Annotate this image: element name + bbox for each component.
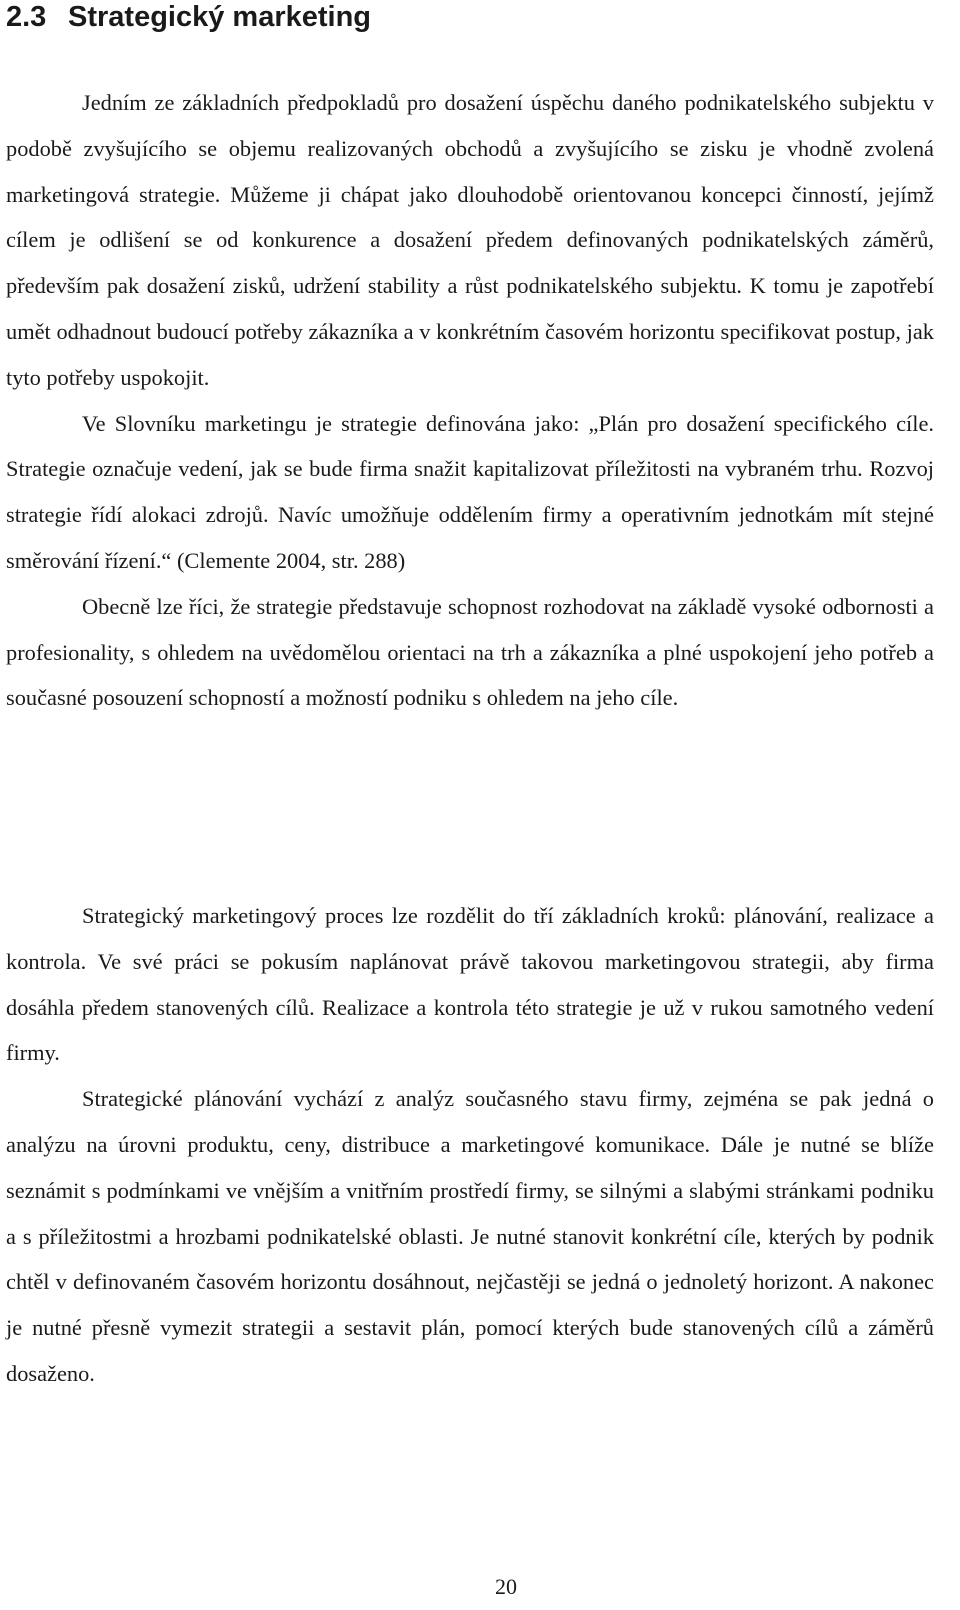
paragraph-2: Ve Slovníku marketingu je strategie definována jako: „Plán pro dosažení specifického cíle. Strategie označuje vedení, jak se bude firma snažit kapitalizovat příležitosti na vybraném trhu. Rozvoj strategie řídí alokaci zdrojů. Navíc umožňuje oddělením firmy a operativním jednotkám mít stejné směrování řízení.“ (Clemente 2004, str. 288) xyxy=(6,410,934,573)
paragraph-5: Strategické plánování vychází z analýz současného stavu firmy, zejména se pak jedná o analýzu na úrovni produktu, ceny, distribuce a marketingové komunikace. Dále je nutné se blíže seznámit s podmínkami ve vnějším a vnitřním prostředí firmy, se silnými a slabými stránkami podniku a s příležitostmi a hrozbami podnikatelské oblasti. Je nutné stanovit konkrétní cíle, kterých by podnik chtěl v definovaném časovém horizontu dosáhnout, nejčastěji se jedná o jednoletý horizont. A nakonec je nutné přesně vymezit strategii a sestavit plán, pomocí kterých bude stanovených cílů a záměrů dosaženo. xyxy=(6,1086,934,1386)
section-heading xyxy=(6,0,371,34)
paragraph-4: Strategický marketingový proces lze rozdělit do tří základních kroků: plánování, realizace a kontrola. Ve své práci se pokusím naplánovat právě takovou marketingovou strategii, aby firma dosáhla předem stanovených cílů. Realizace a kontrola této strategie je už v rukou samotného vedení firmy. xyxy=(6,903,934,1066)
paragraph-3: Obecně lze říci, že strategie představuje schopnost rozhodovat na základě vysoké odbornosti a profesionality, s ohledem na uvědomělou orientaci na trh a zákazníka a plné uspokojení jeho potřeb a současné posouzení schopností a možností podniku s ohledem na jeho cíle. xyxy=(6,593,934,711)
paragraph-1: Jedním ze základních předpokladů pro dosažení úspěchu daného podnikatelského subjektu v podobě zvyšujícího se objemu realizovaných obchodů a zvyšujícího se zisku je vhodně zvolená marketingová strategie. Můžeme ji chápat jako dlouhodobě orientovanou koncepci činností, jejímž cílem je odlišení se od konkurence a dosažení předem definovaných podnikatelských záměrů, především pak dosažení zisků, udržení stability a růst podnikatelského subjektu. K tomu je zapotřebí umět odhadnout budoucí potřeby zákazníka a v konkrétním časovém horizontu specifikovat postup, jak tyto potřeby uspokojit. xyxy=(6,90,934,390)
section-number: 2.3 xyxy=(6,1,47,33)
page-number: 20 xyxy=(495,1574,517,1599)
section-title: Strategický marketing xyxy=(68,1,372,33)
body-text-block-1 xyxy=(6,80,934,721)
body-text-block-2 xyxy=(6,893,934,1397)
